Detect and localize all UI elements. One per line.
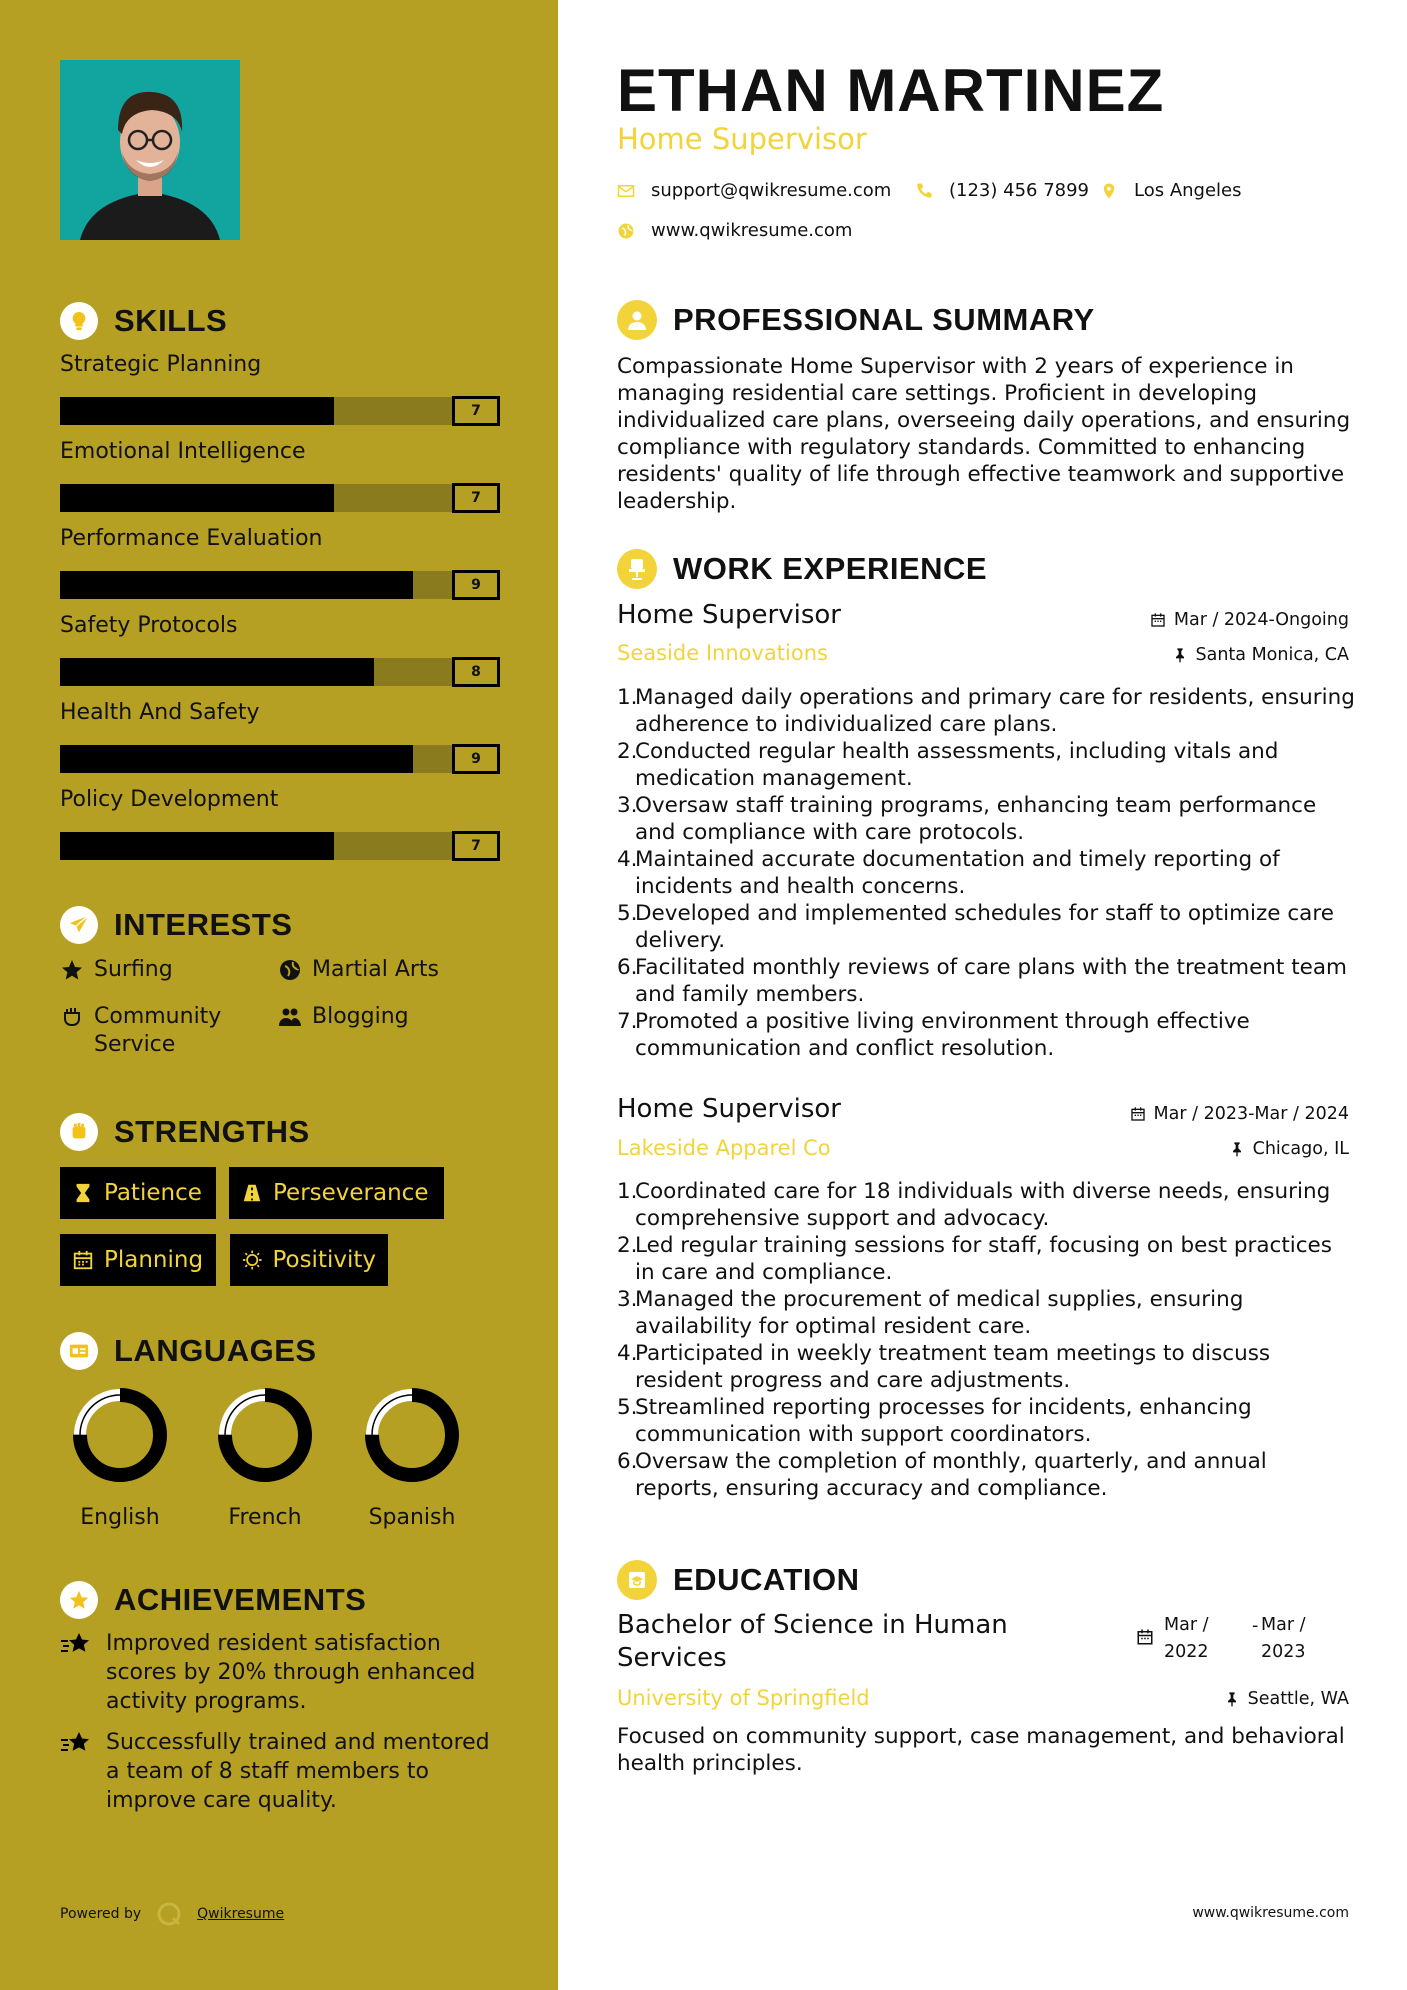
graduation-icon [617, 1560, 657, 1600]
job-location-text: Santa Monica, CA [1195, 645, 1349, 665]
pushpin-icon [1224, 1691, 1240, 1707]
strength-tag [60, 1234, 216, 1286]
job-duties [617, 684, 1357, 1062]
skill-bar [60, 657, 500, 687]
summary-text: Compassionate Home Supervisor with 2 years of experience in managing residential care settings. Proficient in developing individualized care plans, overseeing daily operations, and ensuring compliance with regulatory standards. Committed to enhancing residents' quality of life through effective teamwork and supportive leadership. [617, 354, 1351, 514]
duty-item: 4. Participated in weekly treatment team meetings to discuss resident progress and care adjustments. [617, 1341, 1271, 1393]
skill-bar [60, 483, 500, 513]
skill-bar [60, 744, 500, 774]
qwikresume-logo-icon [155, 1900, 183, 1928]
skills-title: SKILLS [114, 303, 228, 338]
duty-item: 3. Oversaw staff training programs, enhancing team performance and compliance with care protocols. [617, 793, 1317, 845]
school-name: University of Springfield [617, 1686, 870, 1710]
skills-heading [60, 302, 227, 340]
envelope-icon [617, 182, 635, 200]
interest-label: Surfing [94, 957, 173, 982]
duty-item: 4. Maintained accurate documentation and timely reporting of incidents and health concerns. [617, 847, 1280, 899]
sidebar [0, 0, 558, 1990]
pushpin-icon [1229, 1141, 1245, 1157]
duty-item: 5. Streamlined reporting processes for incidents, enhancing communication with support coordinators. [617, 1395, 1252, 1447]
language-ring [217, 1387, 313, 1483]
duty-item: 1. Managed daily operations and primary care for residents, ensuring adherence to individualized care plans. [617, 685, 1355, 737]
footer-url[interactable]: www.qwikresume.com [1192, 1905, 1349, 1921]
job-dates [1130, 1104, 1349, 1124]
skill-bar [60, 570, 500, 600]
interest-item [278, 956, 439, 984]
paper-plane-icon [60, 906, 98, 944]
skill-score: 9 [452, 744, 500, 774]
skill-bar-fill [60, 571, 413, 599]
skill-score: 9 [452, 570, 500, 600]
duty-item: 6. Facilitated monthly reviews of care plans with the treatment team and family members. [617, 955, 1347, 1007]
users-icon [278, 1005, 302, 1029]
calendar-icon [72, 1249, 94, 1271]
language-name: English [80, 1505, 160, 1530]
interest-label: Martial Arts [312, 957, 440, 982]
skill-name: Health And Safety [60, 700, 260, 725]
language-ring [364, 1387, 460, 1483]
degree-title: Bachelor of Science in Human Services [617, 1610, 1008, 1673]
skill-item [60, 787, 500, 861]
language-ring [72, 1387, 168, 1483]
strength-label: Perseverance [273, 1180, 429, 1206]
duty-item: 5. Developed and implemented schedules for staff to optimize care delivery. [617, 901, 1334, 953]
interest-label: Community Service [94, 1004, 222, 1057]
map-pin-icon [1100, 182, 1118, 200]
phone-text: (123) 456 7899 [949, 180, 1090, 201]
sun-icon [242, 1249, 262, 1271]
achievement-text: Improved resident satisfaction scores by 20% through enhanced activity programs. [106, 1631, 476, 1714]
skill-score: 7 [452, 396, 500, 426]
language-name: French [228, 1505, 302, 1530]
shooting-star-icon [60, 1730, 92, 1758]
job-dates-text: Mar / 2024-Ongoing [1173, 610, 1349, 630]
skill-bar-fill [60, 658, 374, 686]
candidate-role: Home Supervisor [617, 122, 867, 156]
user-icon [617, 300, 657, 340]
education-end: Mar / 2023 [1261, 1615, 1306, 1662]
strength-tag [230, 1234, 388, 1286]
shooting-star-icon [60, 1631, 92, 1659]
location-text: Los Angeles [1134, 180, 1242, 201]
skill-name: Strategic Planning [60, 352, 262, 377]
contact-email[interactable] [617, 180, 891, 201]
skill-item [60, 700, 500, 774]
language-item [352, 1387, 472, 1530]
interest-item [60, 956, 173, 984]
website-text: www.qwikresume.com [651, 220, 853, 241]
summary-heading [617, 300, 1095, 340]
education-heading [617, 1560, 859, 1600]
skill-bar-fill [60, 484, 334, 512]
phone-icon [915, 182, 933, 200]
star-icon [60, 958, 84, 982]
skill-score: 7 [452, 831, 500, 861]
fist-icon [60, 1113, 98, 1151]
contact-phone[interactable] [915, 180, 1089, 201]
road-icon [241, 1182, 263, 1204]
interest-item [60, 1003, 260, 1059]
star-badge-icon [60, 1581, 98, 1619]
job-location-text: Chicago, IL [1252, 1139, 1349, 1159]
skill-bar-fill [60, 397, 334, 425]
strength-tag [229, 1167, 444, 1219]
profile-photo [60, 60, 240, 240]
interests-title: INTERESTS [114, 907, 293, 942]
language-item [60, 1387, 180, 1530]
hand-icon [60, 1005, 84, 1029]
summary-title: PROFESSIONAL SUMMARY [673, 302, 1095, 337]
achievement-item [60, 1629, 500, 1716]
education-start: Mar / 2022 [1164, 1615, 1209, 1662]
powered-by [60, 1900, 284, 1928]
skill-score: 8 [452, 657, 500, 687]
achievement-text: Successfully trained and mentored a team of 8 staff members to improve care quality. [106, 1730, 490, 1813]
education-description: Focused on community support, case management, and behavioral health principles. [617, 1724, 1345, 1776]
skill-item [60, 613, 500, 687]
strength-label: Patience [104, 1180, 202, 1206]
experience-heading [617, 549, 987, 589]
skill-bar [60, 831, 500, 861]
strength-label: Positivity [272, 1247, 376, 1273]
duty-item: 2. Led regular training sessions for staff, focusing on best practices in care and compliance. [617, 1233, 1332, 1285]
skill-item [60, 526, 500, 600]
education-date-separator: - [1252, 1616, 1259, 1636]
interest-label: Blogging [312, 1004, 409, 1029]
calendar-icon [1136, 1628, 1154, 1650]
job-title: Home Supervisor [617, 1094, 841, 1124]
globe-icon [617, 222, 635, 240]
duty-item: 1. Coordinated care for 18 individuals with diverse needs, ensuring comprehensive support and advocacy. [617, 1179, 1331, 1231]
achievements-heading [60, 1581, 366, 1619]
language-item [205, 1387, 325, 1530]
education-location [1224, 1689, 1349, 1709]
achievement-item [60, 1728, 500, 1815]
contact-location [1100, 180, 1242, 201]
strength-label: Planning [104, 1247, 204, 1273]
achievements-title: ACHIEVEMENTS [114, 1582, 367, 1617]
experience-title: WORK EXPERIENCE [673, 551, 988, 586]
skill-name: Policy Development [60, 787, 279, 812]
skill-bar-fill [60, 832, 334, 860]
job-company: Lakeside Apparel Co [617, 1136, 831, 1160]
interest-item [278, 1003, 409, 1031]
skill-bar-fill [60, 745, 413, 773]
calendar-icon [1130, 1106, 1146, 1122]
languages-heading [60, 1332, 317, 1370]
skill-item [60, 439, 500, 513]
skill-name: Emotional Intelligence [60, 439, 306, 464]
hourglass-icon [72, 1182, 94, 1204]
contact-website[interactable] [617, 220, 852, 241]
calendar-icon [1150, 612, 1166, 628]
job-duties [617, 1178, 1357, 1502]
skill-item [60, 352, 500, 426]
pushpin-icon [1172, 647, 1188, 663]
education-location-text: Seattle, WA [1247, 1689, 1349, 1709]
duty-item: 2. Conducted regular health assessments, including vitals and medication management. [617, 739, 1279, 791]
skill-score: 7 [452, 483, 500, 513]
qwikresume-link[interactable]: Qwikresume [197, 1906, 285, 1922]
lightbulb-icon [60, 302, 98, 340]
duty-item: 7. Promoted a positive living environment through effective communication and conflict resolution. [617, 1009, 1250, 1061]
candidate-name: ETHAN MARTINEZ [617, 57, 1165, 124]
email-text: support@qwikresume.com [651, 180, 892, 201]
job-location [1229, 1139, 1349, 1159]
interests-heading [60, 906, 292, 944]
languages-title: LANGUAGES [114, 1333, 317, 1368]
strengths-title: STRENGTHS [114, 1114, 310, 1149]
office-chair-icon [617, 549, 657, 589]
strength-tag [60, 1167, 216, 1219]
duty-item: 3. Managed the procurement of medical supplies, ensuring availability for optimal resident care. [617, 1287, 1244, 1339]
globe-icon [278, 958, 302, 982]
job-company: Seaside Innovations [617, 641, 828, 665]
job-dates [1150, 610, 1349, 630]
education-title: EDUCATION [673, 1562, 860, 1597]
skill-bar [60, 396, 500, 426]
skill-name: Performance Evaluation [60, 526, 323, 551]
job-location [1172, 645, 1350, 665]
language-name: Spanish [368, 1505, 456, 1530]
job-title: Home Supervisor [617, 600, 841, 630]
strengths-heading [60, 1113, 310, 1151]
skill-name: Safety Protocols [60, 613, 238, 638]
duty-item: 6. Oversaw the completion of monthly, quarterly, and annual reports, ensuring accuracy and compliance. [617, 1449, 1267, 1501]
job-dates-text: Mar / 2023-Mar / 2024 [1153, 1104, 1349, 1124]
powered-by-label: Powered by [60, 1906, 142, 1922]
id-card-icon [60, 1332, 98, 1370]
